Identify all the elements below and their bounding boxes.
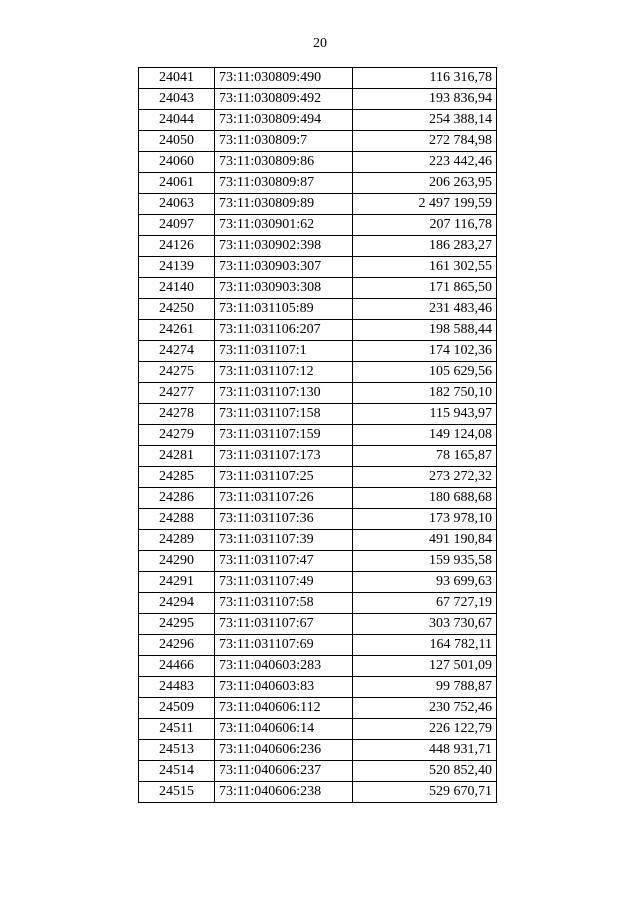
cadastral-number-cell: 73:11:030809:86	[215, 152, 353, 173]
cadastral-value-cell: 272 784,98	[353, 131, 497, 152]
cadastral-value-cell: 207 116,78	[353, 215, 497, 236]
cadastral-value-cell: 491 190,84	[353, 530, 497, 551]
cadastral-number-cell: 73:11:031107:69	[215, 635, 353, 656]
cadastral-value-cell: 180 688,68	[353, 488, 497, 509]
table-row	[139, 215, 497, 236]
cadastral-value-cell: 161 302,55	[353, 257, 497, 278]
table-row	[139, 740, 497, 761]
table-row	[139, 299, 497, 320]
cadastral-value-cell: 173 978,10	[353, 509, 497, 530]
cadastral-number-cell: 73:11:040606:236	[215, 740, 353, 761]
cadastral-number-cell: 73:11:030809:87	[215, 173, 353, 194]
cadastral-value-cell: 171 865,50	[353, 278, 497, 299]
cadastral-number-cell: 73:11:040606:238	[215, 782, 353, 803]
table-row	[139, 530, 497, 551]
cadastral-number-cell: 73:11:031105:89	[215, 299, 353, 320]
cadastral-number-cell: 73:11:040606:14	[215, 719, 353, 740]
cadastral-number-cell: 73:11:030903:307	[215, 257, 353, 278]
row-number-cell: 24140	[139, 278, 215, 299]
row-number-cell: 24041	[139, 68, 215, 89]
table-row	[139, 593, 497, 614]
table-row	[139, 425, 497, 446]
table-row	[139, 68, 497, 89]
cadastral-number-cell: 73:11:031107:36	[215, 509, 353, 530]
cadastral-value-cell: 182 750,10	[353, 383, 497, 404]
cadastral-value-cell: 448 931,71	[353, 740, 497, 761]
row-number-cell: 24043	[139, 89, 215, 110]
cadastral-number-cell: 73:11:030809:494	[215, 110, 353, 131]
table-row	[139, 635, 497, 656]
row-number-cell: 24139	[139, 257, 215, 278]
row-number-cell: 24097	[139, 215, 215, 236]
table-row	[139, 572, 497, 593]
table-row	[139, 383, 497, 404]
cadastral-value-cell: 254 388,14	[353, 110, 497, 131]
cadastral-number-cell: 73:11:031107:26	[215, 488, 353, 509]
table-row	[139, 110, 497, 131]
cadastral-value-cell: 93 699,63	[353, 572, 497, 593]
cadastral-number-cell: 73:11:030809:492	[215, 89, 353, 110]
row-number-cell: 24063	[139, 194, 215, 215]
cadastral-number-cell: 73:11:040606:237	[215, 761, 353, 782]
table-row	[139, 488, 497, 509]
cadastral-number-cell: 73:11:031107:67	[215, 614, 353, 635]
cadastral-number-cell: 73:11:030809:89	[215, 194, 353, 215]
cadastral-value-cell: 67 727,19	[353, 593, 497, 614]
cadastral-value-cell: 529 670,71	[353, 782, 497, 803]
cadastral-value-cell: 226 122,79	[353, 719, 497, 740]
row-number-cell: 24466	[139, 656, 215, 677]
cadastral-number-cell: 73:11:031106:207	[215, 320, 353, 341]
cadastral-value-cell: 273 272,32	[353, 467, 497, 488]
cadastral-number-cell: 73:11:030809:490	[215, 68, 353, 89]
cadastral-value-cell: 159 935,58	[353, 551, 497, 572]
table-body	[139, 68, 497, 803]
table-row	[139, 278, 497, 299]
row-number-cell: 24126	[139, 236, 215, 257]
row-number-cell: 24294	[139, 593, 215, 614]
table-row	[139, 614, 497, 635]
row-number-cell: 24511	[139, 719, 215, 740]
row-number-cell: 24483	[139, 677, 215, 698]
cadastral-number-cell: 73:11:031107:47	[215, 551, 353, 572]
row-number-cell: 24285	[139, 467, 215, 488]
cadastral-number-cell: 73:11:030903:308	[215, 278, 353, 299]
cadastral-number-cell: 73:11:030809:7	[215, 131, 353, 152]
cadastral-value-cell: 149 124,08	[353, 425, 497, 446]
row-number-cell: 24515	[139, 782, 215, 803]
table-row	[139, 656, 497, 677]
table-row	[139, 509, 497, 530]
page-number: 20	[313, 36, 327, 51]
cadastral-value-cell: 127 501,09	[353, 656, 497, 677]
table-row	[139, 677, 497, 698]
table-row	[139, 761, 497, 782]
cadastral-number-cell: 73:11:031107:39	[215, 530, 353, 551]
cadastral-value-cell: 105 629,56	[353, 362, 497, 383]
row-number-cell: 24275	[139, 362, 215, 383]
table-row	[139, 89, 497, 110]
table-row	[139, 194, 497, 215]
row-number-cell: 24509	[139, 698, 215, 719]
cadastral-value-cell: 115 943,97	[353, 404, 497, 425]
row-number-cell: 24044	[139, 110, 215, 131]
cadastral-number-cell: 73:11:031107:173	[215, 446, 353, 467]
cadastral-value-cell: 99 788,87	[353, 677, 497, 698]
row-number-cell: 24060	[139, 152, 215, 173]
cadastral-number-cell: 73:11:031107:49	[215, 572, 353, 593]
cadastral-value-cell: 206 263,95	[353, 173, 497, 194]
row-number-cell: 24513	[139, 740, 215, 761]
table-row	[139, 257, 497, 278]
table-row	[139, 467, 497, 488]
row-number-cell: 24274	[139, 341, 215, 362]
cadastral-number-cell: 73:11:031107:130	[215, 383, 353, 404]
table-row	[139, 236, 497, 257]
cadastral-value-cell: 230 752,46	[353, 698, 497, 719]
cadastral-value-cell: 231 483,46	[353, 299, 497, 320]
cadastral-value-cell: 78 165,87	[353, 446, 497, 467]
row-number-cell: 24288	[139, 509, 215, 530]
cadastral-number-cell: 73:11:031107:159	[215, 425, 353, 446]
table-row	[139, 131, 497, 152]
row-number-cell: 24514	[139, 761, 215, 782]
table-row	[139, 173, 497, 194]
table-row	[139, 152, 497, 173]
row-number-cell: 24289	[139, 530, 215, 551]
cadastral-value-table	[138, 67, 497, 803]
cadastral-number-cell: 73:11:030901:62	[215, 215, 353, 236]
row-number-cell: 24261	[139, 320, 215, 341]
table-row	[139, 446, 497, 467]
cadastral-value-cell: 164 782,11	[353, 635, 497, 656]
cadastral-number-cell: 73:11:040603:283	[215, 656, 353, 677]
cadastral-number-cell: 73:11:031107:12	[215, 362, 353, 383]
row-number-cell: 24291	[139, 572, 215, 593]
cadastral-value-cell: 303 730,67	[353, 614, 497, 635]
row-number-cell: 24281	[139, 446, 215, 467]
cadastral-number-cell: 73:11:031107:158	[215, 404, 353, 425]
row-number-cell: 24296	[139, 635, 215, 656]
cadastral-value-cell: 186 283,27	[353, 236, 497, 257]
row-number-cell: 24277	[139, 383, 215, 404]
table-row	[139, 551, 497, 572]
cadastral-number-cell: 73:11:030902:398	[215, 236, 353, 257]
cadastral-value-cell: 198 588,44	[353, 320, 497, 341]
table-row	[139, 404, 497, 425]
row-number-cell: 24061	[139, 173, 215, 194]
cadastral-number-cell: 73:11:040603:83	[215, 677, 353, 698]
row-number-cell: 24290	[139, 551, 215, 572]
table-row	[139, 698, 497, 719]
cadastral-value-cell: 116 316,78	[353, 68, 497, 89]
cadastral-number-cell: 73:11:031107:25	[215, 467, 353, 488]
row-number-cell: 24295	[139, 614, 215, 635]
cadastral-value-cell: 520 852,40	[353, 761, 497, 782]
cadastral-value-cell: 174 102,36	[353, 341, 497, 362]
row-number-cell: 24278	[139, 404, 215, 425]
cadastral-value-cell: 223 442,46	[353, 152, 497, 173]
row-number-cell: 24286	[139, 488, 215, 509]
table-row	[139, 320, 497, 341]
table-row	[139, 719, 497, 740]
cadastral-number-cell: 73:11:031107:1	[215, 341, 353, 362]
table-row	[139, 362, 497, 383]
table-row	[139, 782, 497, 803]
cadastral-value-cell: 2 497 199,59	[353, 194, 497, 215]
table-row	[139, 341, 497, 362]
cadastral-number-cell: 73:11:040606:112	[215, 698, 353, 719]
row-number-cell: 24050	[139, 131, 215, 152]
row-number-cell: 24250	[139, 299, 215, 320]
cadastral-value-cell: 193 836,94	[353, 89, 497, 110]
row-number-cell: 24279	[139, 425, 215, 446]
cadastral-number-cell: 73:11:031107:58	[215, 593, 353, 614]
